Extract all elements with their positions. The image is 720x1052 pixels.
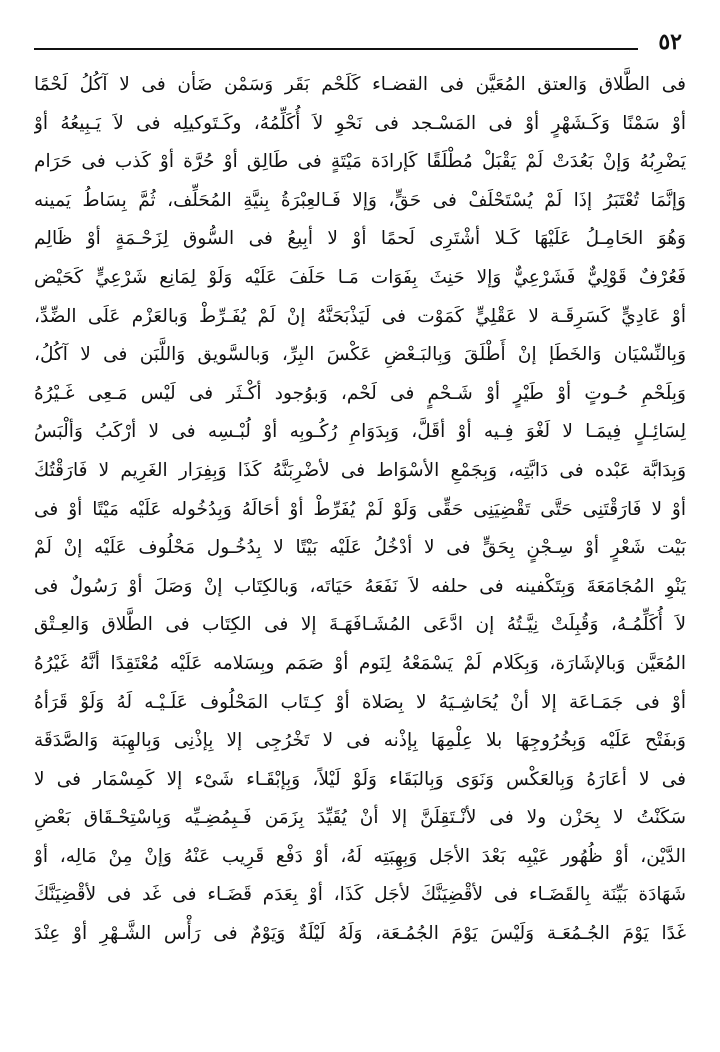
text-line: فى الطَّلاق وَالعتق المُعَيَّن فى القضـاء كَلَحْم بَقَر وَسَمْن ضَأن فى لا آكُلُ لَحْمًا — [34, 74, 686, 95]
text-line: لاَ أُكَلِّمُـهُ، وَقُبِلَتْ نِيَّـتُهُ إن ادَّعَى المُشَـافَهَـةَ إلا فى الكِتَاب فى الطَّلاق وَالعِـتْق — [34, 614, 686, 636]
text-line: وَبِالنِّسْيَان وَالخَطَإ إنْ أَطْلَقَ وَبِالبَـعْضِ عَكْسَ البِرِّ، وَبالسَّويق وَاللَّبَن فى لا آكُلُ، — [34, 344, 686, 366]
text-line: غَدًا يَوْمَ الجُـمُعَـة وَلَيْسَ يَوْمَ الجُمُـعَة، وَلَهُ لَيْلَةٌ وَيَوْمٌ فى رَأْس الشَّـهْرِ أوْ عِنْدَ — [34, 923, 686, 945]
text-line: فى لا أعَارَهُ وَبِالعَكْس وَنَوَى وَبِالبَقَاء وَلَوْ لَيْلاً، وَبِإبْقَـاء شَىْء إلا كَمِسْمَار فى لا — [34, 768, 686, 790]
text-line: وَبفَتْح عَلَيْه وَبِخُرُوجِهَا بلا عِلْمِهَا بِإذْنه فى لا تَخْرُجِى إلا بِإذْنِى وَبِالهِبَة وَالصَّدَقَة — [34, 730, 686, 752]
book-page — [34, 28, 686, 1038]
text-line: بَيْت شَعْرٍ أوْ سِـجْنٍ بِحَقٍّ فى لا أدْخُلُ عَلَيْه بَيْتًا لا بِدُخُـول مَحْلُوف عَلَيْه إنْ لَمْ — [34, 537, 686, 559]
text-line: وَبِدَابَّة عَبْده فى دَابَّتِه، وَبِجَمْعِ الأسْوَاط فى لأضْرِبَنَّهُ كَذَا وَبِفِرَار الغَرِيم لا فَارَقْتُكَ — [34, 459, 686, 481]
text-line: وَهُوَ الحَامِـلُ عَلَيْهَا كَـلا أشْتَرِى لَحمًا أوْ لا أبِيعُ فى السُّوق لِزَحْـمَةٍ أوْ ظَالِم — [34, 228, 686, 250]
text-line: يَضْرِبُهُ وَإنْ بَعُدَتْ لَمْ يَقْبَلْ مُطْلَقًا كَإرادَة مَيْتَةٍ فى طَالِق أوْ حُرَّة أوْ كَذب فى حَرَام — [34, 151, 686, 173]
text-line: لِسَائِـلٍ فِيمَـا لا لَغْوَ فِـيه أوْ أقَلَّ، وَبِدَوَامِ رُكُـوبِه أوْ لُبْـسِه فى لا أرْكَبُ وَألْبَسُ — [34, 421, 686, 443]
page-number: ٥٢ — [658, 29, 682, 55]
text-line: سَكَنْتُ لا بِحَزْن ولا فى لأنْـتَقِلَنَّ إلا أنْ يُقَيِّدَ بِزَمَن فَـبِمُضِـيِّه وَبِاسْتِحْـقَاق بَعْضِ — [34, 807, 686, 829]
page-header — [34, 28, 686, 56]
text-line: يَنْوِ المُجَامَعَةَ وَبِتَكْفينه فى حلفه لاَ نَفَعَهُ حَيَاتَه، وَبالكِتَاب إنْ وَصَلَ أوْ رَسُولٌ فى — [34, 575, 686, 597]
header-rule — [34, 48, 638, 50]
text-line: أوْ عَادِيٍّ كَسَرِقَـة لا عَقْلِيٍّ كَمَوْت فى لَيَذْبَحَنَّهُ إنْ لَمْ يُفَـرِّطْ وَبالعَزْم عَلَى الضِّدِّ، — [34, 305, 686, 327]
text-line: الدَّيْن، أوْ ظُهُور عَيْبِه بَعْدَ الأجَل وَبِهِبَتِه لَهُ، أوْ دَفْع قَرِيب عَنْهُ وَإنْ مِنْ مَالِه، أوْ — [34, 845, 686, 867]
text-line: وَبِلَحْمِ حُـوتٍ أوْ طَيْرٍ أوْ شَـحْمٍ فى لَحْم، وَبوُجود أكْـثَر فى لَيْس مَـعِى غَـيْرُهُ — [34, 382, 686, 404]
text-line: أوْ لا فَارَقْتَنِى حَتَّى تَقْضِيَنِى حَقِّى وَلَوْ لَمْ يُفَرِّطْ أوْ أحَالَهُ وَبِدُخُوله عَلَيْه مَيْتًا أوْ فى — [34, 498, 686, 520]
body-text — [34, 66, 686, 954]
text-line: أوْ سَمْنًا وَكَـشَهْرٍ أوْ فى المَسْـجد فى نَحْوِ لاَ أُكَلِّمُهُ، وكَـتَوكيلِه فى لاَ يَـبِيعُهُ أوْ — [34, 112, 686, 134]
text-line: شَهَادَة بَيِّنَة بِالقَضَـاء فى لأقْضِيَنَّكَ لأجَل كَذَا، أوْ بِعَدَم قَضَـاء فى غَد فى لأقْضِيَنَّكَ — [34, 884, 686, 906]
text-line: وَإنَّمَا تُعْتَبَرُ إذَا لَمْ يُسْتَحْلَفْ فى حَقٍّ، وَإلا فَـالعِبْرَةُ بِنيَّةِ المُحَلِّف، ثُمَّ بِسَاطُ يَمينه — [34, 189, 686, 211]
text-line: المُعَيَّن وَبالإشَارَة، وَبِكَلام لَمْ يَسْمَعْهُ لِنَوم أوْ صَمَم وبِسَلامه عَلَيْه مُعْتَقِدًا أنَّهُ غَيْرُهُ — [34, 652, 686, 674]
text-line: فَعُرْفٌ قَوْلِيٌّ فَشَرْعِيٌّ وَإلا حَنِثَ بِفَوَات مَـا حَلَفَ عَلَيْه وَلَوْ لِمَانِع شَرْعِيٍّ كَحَيْض — [34, 266, 686, 288]
text-line: أوْ فى جَمَـاعَة إلا أنْ يُحَاشِـيَهُ لا بِصَلاة أوْ كِـتَاب المَحْلُوف عَلَـيْـه لَهُ وَلَوْ قَرَأهُ — [34, 691, 686, 713]
